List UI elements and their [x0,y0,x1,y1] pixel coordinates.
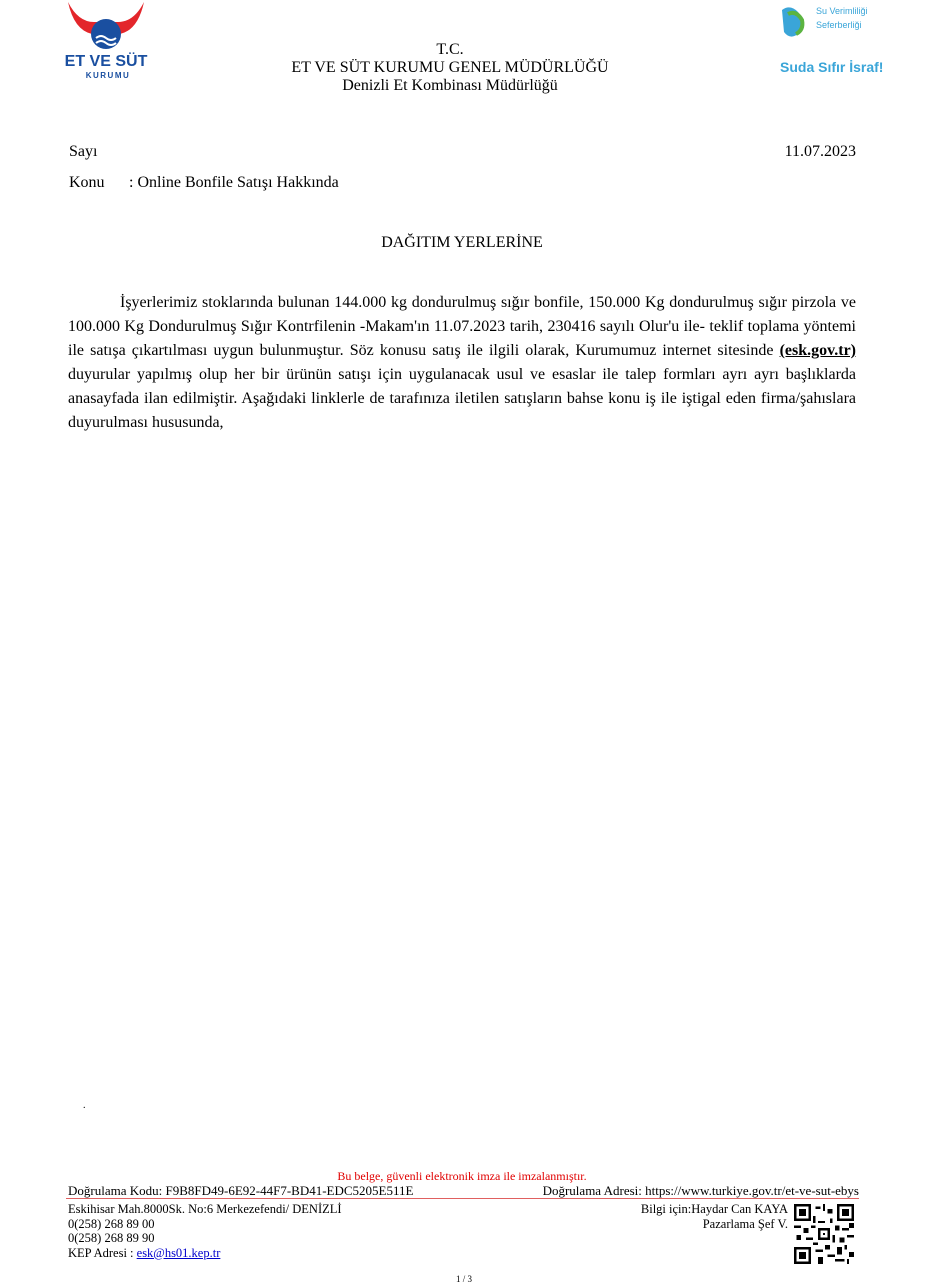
kep-label: KEP Adresi : [68,1245,137,1260]
page-number: 1 / 3 [455,1274,472,1284]
header-unit: Denizli Et Kombinası Müdürlüğü [342,77,558,94]
body-paragraph [68,291,856,435]
footer-divider [66,1198,859,1199]
logo-right-line2: Seferberliği [816,20,862,30]
qr-code-icon [794,1204,854,1264]
info-title: Pazarlama Şef V. [702,1216,788,1231]
logo-left-title: ET VE SÜT [64,53,148,70]
footer-contact-block [641,1202,788,1231]
body-text-part2: duyurular yapılmış olup her bir ürünün satışı için uygulanacak usul ve esaslar ile talep formları ayrı ayrı başlıklarda anasayfada ilan edilmiştir. Aşağıdaki linklerle de tarafınıza iletilen satışların bahse konu iş ile iştigal eden firma/şahıslara duyurulması hususunda, [68,366,856,431]
document-date: 11.07.2023 [784,143,856,160]
logo-right-line1: Su Verimliliği [816,6,868,16]
info-contact: Bilgi için:Haydar Can KAYA [640,1202,788,1216]
header-organization: ET VE SÜT KURUMU GENEL MÜDÜRLÜĞÜ [291,59,609,76]
website-link[interactable]: (esk.gov.tr) [779,342,856,359]
footer-address: Eskihisar Mah.8000Sk. No:6 Merkezefendi/ DENİZLİ [68,1202,342,1216]
recipient-heading: DAĞITIM YERLERİNE [381,234,543,251]
header-country: T.C. [436,41,464,58]
stray-dot: . [83,1100,86,1111]
footer-phone1: 0(258) 268 89 00 [68,1216,155,1231]
footer-phone2: 0(258) 268 89 90 [68,1231,155,1245]
verification-address: Doğrulama Adresi: https://www.turkiye.gov.tr/et-ve-sut-ebys [542,1183,859,1198]
footer-kep [68,1246,342,1261]
sayi-label: Sayı [69,143,98,160]
logo-left-subtitle: KURUMU [85,71,131,80]
kep-address-link[interactable]: esk@hs01.kep.tr [136,1245,221,1260]
footer-address-block [68,1202,342,1260]
konu-text: : Online Bonfile Satışı Hakkında [129,174,339,191]
konu-label: Konu [69,174,105,191]
verification-code: Doğrulama Kodu: F9B8FD49-6E92-44F7-BD41-EDC5205E511E [68,1183,414,1198]
logo-right-slogan: Suda Sıfır İsraf! [780,59,884,75]
esign-note: Bu belge, güvenli elektronik imza ile imzalanmıştır. [337,1169,587,1183]
body-text-part1: İşyerlerimiz stoklarında bulunan 144.000 kg dondurulmuş sığır bonfile, 150.000 Kg dondurulmuş sığır pirzola ve 100.000 Kg Dondurulmuş Sığır Kontrfilenin -Makam'ın 11.07.2023 tarih, 230416 sayılı Olur'u ile- teklif toplama yöntemi ile satışa çıkartılması uygun bulunmuştur. Söz konusu satış ile ilgili olarak, Kurumumuz internet sitesinde [68,294,856,359]
